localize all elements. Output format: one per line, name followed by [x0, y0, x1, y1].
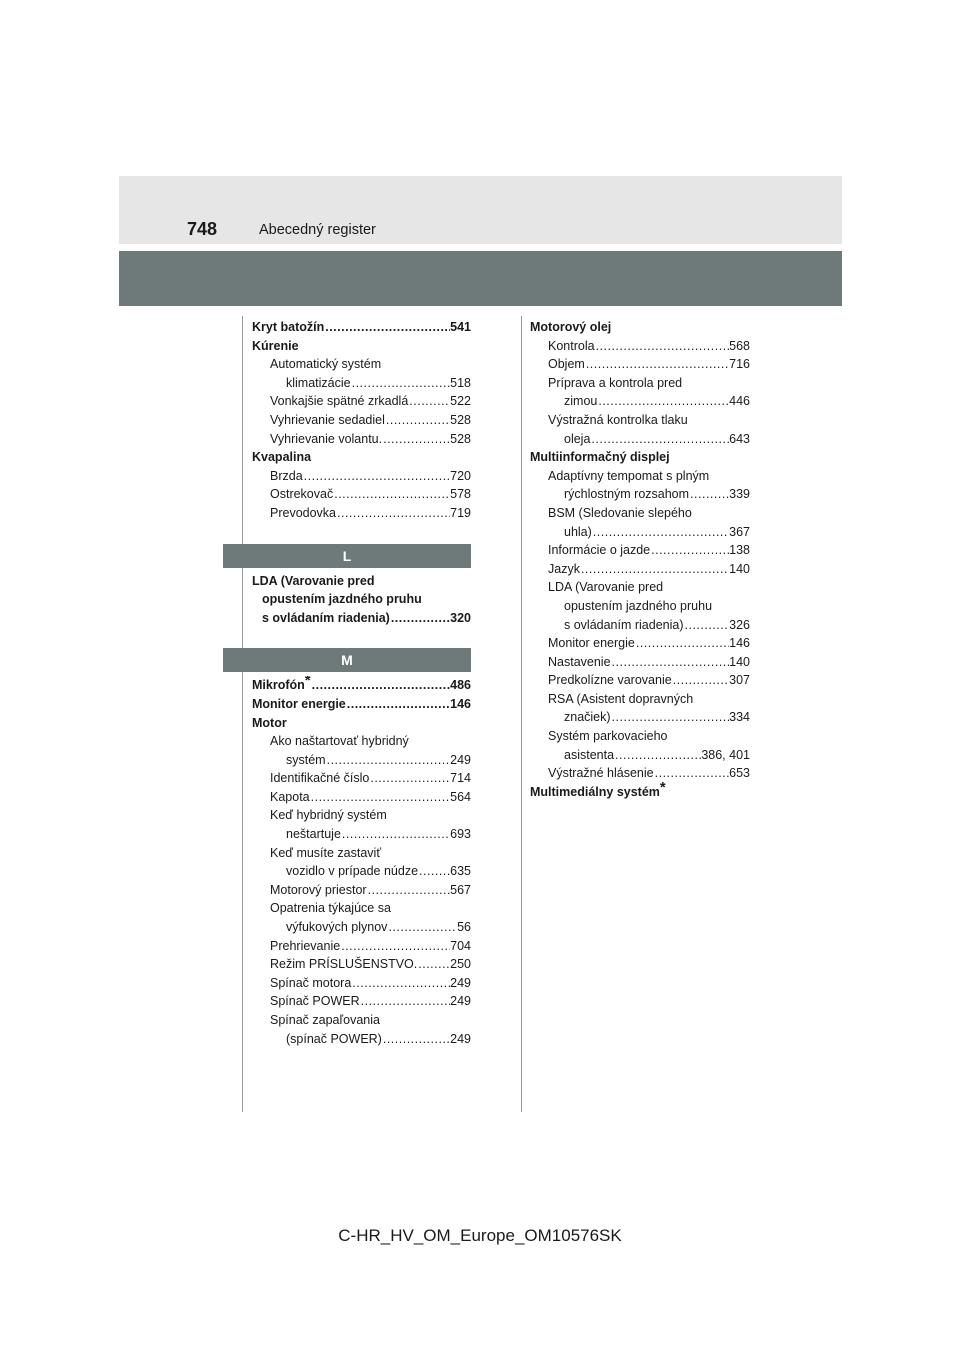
index-entry: značiek) ..... 334	[530, 708, 750, 727]
index-column-right	[530, 318, 750, 801]
index-entry: Monitor energie ..... 146	[252, 695, 471, 714]
asterisk-marker: *	[659, 778, 666, 796]
index-entry: systém ..... 249	[252, 751, 471, 770]
index-entry: Adaptívny tempomat s plným	[548, 468, 710, 483]
index-heading: Motorový olej	[530, 320, 612, 334]
index-entry: Ako naštartovať hybridný	[270, 734, 409, 749]
letter-heading-l: L	[223, 544, 471, 568]
index-entry: RSA (Asistent dopravných	[548, 691, 694, 706]
letter-heading-m: M	[223, 648, 471, 672]
index-entry: Mikrofón* ..... 486	[252, 676, 471, 695]
index-entry: Kryt batožín ..... 541	[252, 318, 471, 337]
index-entry: Keď musíte zastaviť	[270, 845, 382, 860]
index-entry: Automatický systém	[270, 357, 382, 372]
index-entry: Monitor energie ..... 146	[530, 634, 750, 653]
index-entry: Objem ..... 716	[530, 355, 750, 374]
index-entry: Nastavenie ..... 140	[530, 653, 750, 672]
index-entry: Systém parkovacieho	[548, 729, 668, 744]
index-entry: s ovládaním riadenia) ..... 320	[252, 609, 471, 628]
index-column-left	[252, 318, 471, 1048]
index-entry: Výstražná kontrolka tlaku	[548, 412, 688, 427]
index-entry: Ostrekovač ..... 578	[252, 485, 471, 504]
index-entry: uhla) ..... 367	[530, 523, 750, 542]
index-entry: LDA (Varovanie pred	[252, 573, 375, 588]
index-entry: Vonkajšie spätné zrkadlá ..... 522	[252, 392, 471, 411]
index-entry: Režim PRÍSLUŠENSTVO. ..... 250	[252, 955, 471, 974]
index-entry: BSM (Sledovanie slepého	[548, 505, 692, 520]
index-entry: asistenta ..... 386, 401	[530, 746, 750, 765]
index-entry: Predkolízne varovanie ..... 307	[530, 671, 750, 690]
index-heading: Multimediálny systém*	[530, 778, 666, 799]
index-entry: LDA (Varovanie pred	[548, 580, 664, 595]
index-entry: Spínač POWER ..... 249	[252, 992, 471, 1011]
index-entry: Vyhrievanie sedadiel ..... 528	[252, 411, 471, 430]
index-entry: Keď hybridný systém	[270, 808, 387, 823]
index-entry: s ovládaním riadenia) ..... 326	[530, 616, 750, 635]
index-entry: Spínač zapaľovania	[270, 1013, 380, 1027]
index-entry: Kapota ..... 564	[252, 788, 471, 807]
header-band	[119, 176, 842, 244]
index-entry: Príprava a kontrola pred	[548, 375, 683, 390]
index-entry: Jazyk ..... 140	[530, 560, 750, 579]
index-entry: Identifikačné číslo ..... 714	[252, 769, 471, 788]
index-entry: Motorový priestor ..... 567	[252, 881, 471, 900]
page-number: 748	[187, 219, 218, 239]
footer-document-code: C-HR_HV_OM_Europe_OM10576SK	[338, 1226, 622, 1245]
section-title: Abecedný register	[259, 222, 376, 238]
index-entry: oleja ..... 643	[530, 430, 750, 449]
index-entry: Kontrola ..... 568	[530, 337, 750, 356]
index-entry: vozidlo v prípade núdze ..... 635	[252, 862, 471, 881]
index-heading: Kúrenie	[252, 338, 299, 353]
index-heading: Kvapalina	[252, 450, 312, 465]
index-entry: neštartuje ..... 693	[252, 825, 471, 844]
title-bar	[119, 251, 842, 306]
index-entry: Prehrievanie ..... 704	[252, 937, 471, 956]
index-heading: Multiinformačný displej	[530, 450, 670, 465]
index-entry: opustením jazdného pruhu	[564, 598, 713, 613]
left-rule	[242, 316, 243, 1112]
index-entry: rýchlostným rozsahom ..... 339	[530, 485, 750, 504]
index-entry: Brzda ..... 720	[252, 467, 471, 486]
index-entry: Vyhrievanie volantu. ..... 528	[252, 430, 471, 449]
column-divider	[521, 316, 522, 1112]
index-entry: klimatizácie ..... 518	[252, 374, 471, 393]
index-entry: zimou ..... 446	[530, 392, 750, 411]
asterisk-marker: *	[304, 676, 311, 690]
index-entry: Prevodovka ..... 719	[252, 504, 471, 523]
index-entry: Informácie o jazde ..... 138	[530, 541, 750, 560]
index-heading: Motor	[252, 715, 287, 730]
index-entry: Spínač motora ..... 249	[252, 974, 471, 993]
index-entry: Opatrenia týkajúce sa	[270, 901, 391, 916]
index-entry: Výstražné hlásenie ..... 653	[530, 764, 750, 783]
index-entry: opustením jazdného pruhu	[262, 592, 422, 607]
index-entry: výfukových plynov ..... 56	[252, 918, 471, 937]
index-entry: (spínač POWER) ..... 249	[252, 1030, 471, 1049]
